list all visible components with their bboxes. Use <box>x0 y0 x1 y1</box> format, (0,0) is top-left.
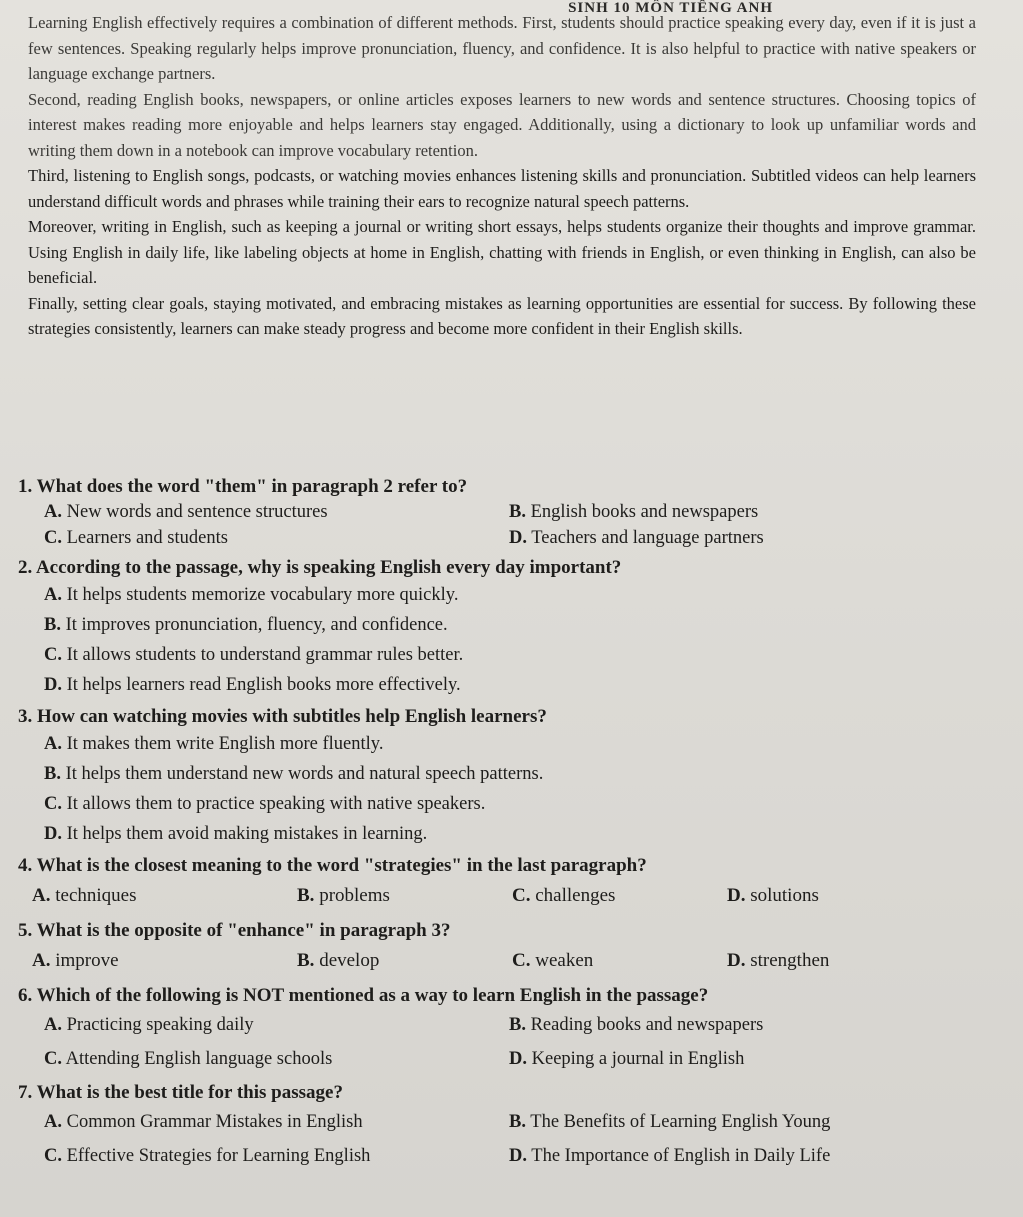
option-a[interactable] <box>18 580 978 610</box>
option-c[interactable] <box>18 640 978 670</box>
option-letter: A. <box>44 502 62 522</box>
option-group <box>18 1008 978 1076</box>
option-text: The Importance of English in Daily Life <box>531 1146 831 1166</box>
option-text: develop <box>319 950 380 971</box>
option-text: It helps them avoid making mistakes in learning. <box>66 824 428 844</box>
option-d[interactable] <box>727 878 927 914</box>
option-group <box>18 943 978 979</box>
option-c[interactable] <box>44 1139 509 1173</box>
option-c[interactable] <box>18 789 978 819</box>
question-2 <box>18 555 978 700</box>
option-text: solutions <box>750 885 819 906</box>
question-stem: 4. What is the closest meaning to the word "strategies" in the last paragraph? <box>18 855 647 876</box>
question-stem: 2. According to the passage, why is speaking English every day important? <box>18 557 622 578</box>
option-text: Attending English language schools <box>65 1049 333 1069</box>
option-text: New words and sentence structures <box>66 502 328 522</box>
question-1 <box>18 474 978 551</box>
option-text: improve <box>55 950 119 971</box>
option-b[interactable] <box>509 499 974 525</box>
option-c[interactable] <box>44 525 509 551</box>
option-letter: D. <box>44 824 62 844</box>
option-text: It makes them write English more fluently. <box>66 734 384 754</box>
option-text: Common Grammar Mistakes in English <box>66 1112 363 1132</box>
option-a[interactable] <box>18 729 978 759</box>
option-d[interactable] <box>18 670 978 700</box>
passage-paragraph-5: Finally, setting clear goals, staying motivated, and embracing mistakes as learning opportunities are essential for success. By following these strategies consistently, learners can make steady progress and become more confident in their English skills. <box>28 293 976 338</box>
option-letter: A. <box>44 734 62 754</box>
option-text: strengthen <box>750 950 830 971</box>
option-d[interactable] <box>509 525 974 551</box>
option-text: It allows students to understand grammar rules better. <box>66 645 464 665</box>
option-b[interactable] <box>18 610 978 640</box>
option-b[interactable] <box>297 878 512 914</box>
option-letter: A. <box>44 1112 62 1132</box>
option-letter: B. <box>297 885 315 906</box>
option-b[interactable] <box>297 943 512 979</box>
option-letter: D. <box>727 885 746 906</box>
option-text: The Benefits of Learning English Young <box>530 1112 831 1132</box>
option-text: It allows them to practice speaking with native speakers. <box>66 794 486 814</box>
passage-paragraph-3: Third, listening to English songs, podcasts, or watching movies enhances listening skills and pronunciation. Subtitled videos can help learners understand difficult words and phrases while training their ears to recognize natural speech patterns. <box>28 166 976 211</box>
option-a[interactable] <box>32 943 297 979</box>
reading-passage <box>28 10 976 342</box>
option-letter: D. <box>509 1146 527 1166</box>
option-letter: C. <box>44 1146 62 1166</box>
option-letter: A. <box>32 950 51 971</box>
option-b[interactable] <box>509 1008 974 1042</box>
option-group <box>18 580 978 700</box>
option-text: Effective Strategies for Learning English <box>66 1146 371 1166</box>
option-text: Practicing speaking daily <box>66 1015 254 1035</box>
option-letter: B. <box>509 1015 526 1035</box>
option-group <box>18 1105 978 1173</box>
option-text: Keeping a journal in English <box>531 1049 745 1069</box>
option-letter: D. <box>509 528 527 548</box>
option-text: It helps learners read English books more effectively. <box>66 675 461 695</box>
option-letter: D. <box>727 950 746 971</box>
option-letter: C. <box>44 794 62 814</box>
option-group <box>18 729 978 849</box>
option-letter: B. <box>44 615 61 635</box>
option-text: techniques <box>55 885 137 906</box>
option-b[interactable] <box>18 759 978 789</box>
option-letter: B. <box>509 502 526 522</box>
option-letter: D. <box>509 1049 527 1069</box>
option-letter: A. <box>44 585 62 605</box>
option-text: It helps students memorize vocabulary more quickly. <box>66 585 459 605</box>
question-list <box>18 474 978 1177</box>
option-a[interactable] <box>44 1008 509 1042</box>
option-d[interactable] <box>18 819 978 849</box>
option-c[interactable] <box>512 943 727 979</box>
question-stem: 7. What is the best title for this passage? <box>18 1082 343 1103</box>
question-stem: 5. What is the opposite of "enhance" in paragraph 3? <box>18 920 451 941</box>
option-text: Teachers and language partners <box>531 528 764 548</box>
question-stem: 3. How can watching movies with subtitles help English learners? <box>18 706 547 727</box>
option-a[interactable] <box>32 878 297 914</box>
option-letter: C. <box>512 950 531 971</box>
option-letter: C. <box>44 528 62 548</box>
option-d[interactable] <box>509 1139 974 1173</box>
passage-paragraph-1: Learning English effectively requires a combination of different methods. First, students should practice speaking every day, even if it is just a few sentences. Speaking regularly helps improve pronunciation, fluency, and confidence. It is also helpful to practice with native speakers or language exchange partners. <box>28 13 976 83</box>
option-letter: C. <box>512 885 531 906</box>
option-d[interactable] <box>727 943 927 979</box>
question-6 <box>18 983 978 1076</box>
question-5 <box>18 918 978 979</box>
option-letter: B. <box>297 950 315 971</box>
option-letter: A. <box>32 885 51 906</box>
option-text: It improves pronunciation, fluency, and confidence. <box>65 615 448 635</box>
option-text: It helps them understand new words and natural speech patterns. <box>65 764 544 784</box>
question-stem: 1. What does the word "them" in paragraph 2 refer to? <box>18 476 468 497</box>
option-c[interactable] <box>512 878 727 914</box>
question-stem: 6. Which of the following is NOT mentioned as a way to learn English in the passage? <box>18 985 709 1006</box>
option-text: weaken <box>535 950 594 971</box>
question-4 <box>18 853 978 914</box>
option-text: problems <box>319 885 390 906</box>
option-a[interactable] <box>44 499 509 525</box>
option-letter: C. <box>44 1049 62 1069</box>
option-text: English books and newspapers <box>530 502 759 522</box>
option-group <box>18 499 978 551</box>
option-b[interactable] <box>509 1105 974 1139</box>
option-letter: B. <box>44 764 61 784</box>
option-text: Reading books and newspapers <box>530 1015 764 1035</box>
option-group <box>18 878 978 914</box>
option-text: challenges <box>535 885 616 906</box>
passage-paragraph-4: Moreover, writing in English, such as keeping a journal or writing short essays, helps students organize their thoughts and improve grammar. Using English in daily life, like labeling objects at home in English, chatting with friends in English, or even thinking in English, can also be beneficial. <box>28 217 976 287</box>
option-c[interactable] <box>44 1042 509 1076</box>
question-3 <box>18 704 978 849</box>
question-7 <box>18 1080 978 1173</box>
passage-paragraph-2: Second, reading English books, newspapers, or online articles exposes learners to new words and sentence structures. Choosing topics of interest makes reading more enjoyable and helps learners stay engaged. Additionally, using a dictionary to look up unfamiliar words and writing them down in a notebook can improve vocabulary retention. <box>28 89 976 160</box>
option-letter: D. <box>44 675 62 695</box>
option-text: Learners and students <box>66 528 228 548</box>
option-letter: B. <box>509 1112 526 1132</box>
option-a[interactable] <box>44 1105 509 1139</box>
page-header: SINH 10 MÔN TIẾNG ANH <box>568 0 773 16</box>
option-letter: C. <box>44 645 62 665</box>
option-d[interactable] <box>509 1042 974 1076</box>
option-letter: A. <box>44 1015 62 1035</box>
